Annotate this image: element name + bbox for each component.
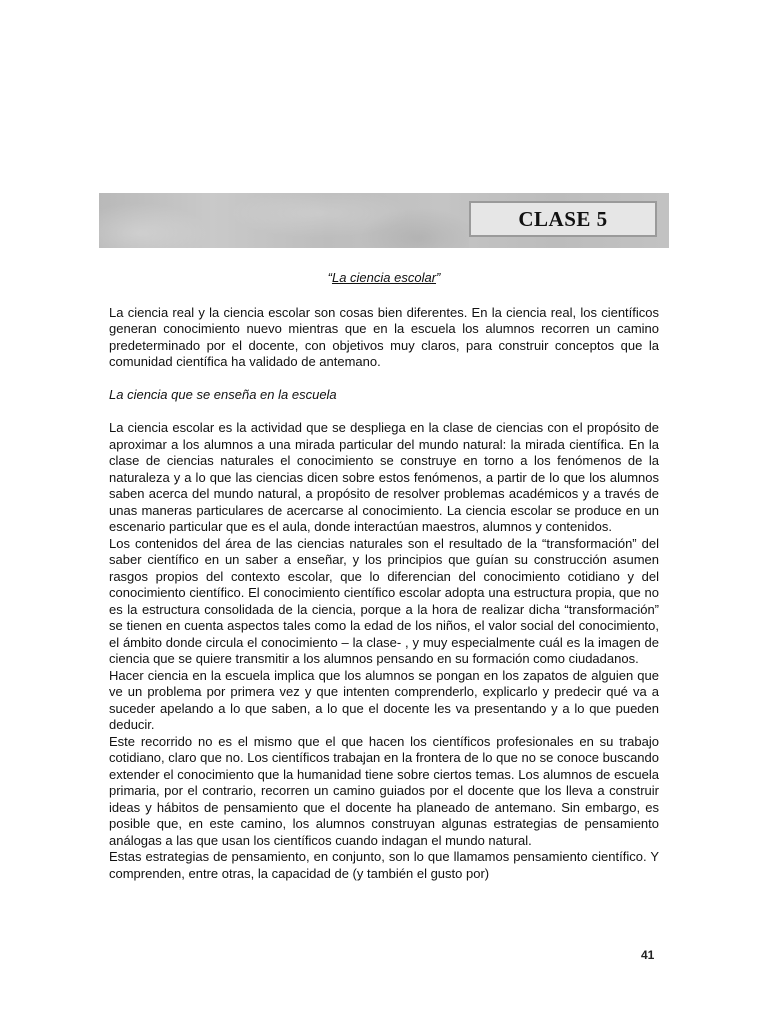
paragraph-4: Este recorrido no es el mismo que el que hacen los científicos profesionales en su trabajo cotidiano, claro que no. Los científicos trabajan en la frontera de lo que no se conoce buscando extender el conocimiento que la humanidad tiene sobre ciertos temas. Los alumnos de escuela primaria, por el contrario, recorren un camino guiados por el docente que los lleva a construir ideas y hábitos de pensamiento que el docente ha planeado de antemano. Sin embargo, es posible que, en este camino, los alumnos construyan algunas estrategias de pensamiento análogas a las que usan los científicos cuando indagan el mundo natural. [109,733,659,848]
chapter-banner [99,193,669,248]
section-title: “La ciencia escolar” [327,270,441,285]
document-body [109,270,659,882]
subheading: La ciencia que se enseña en la escuela [109,386,337,402]
paragraph-2: Los contenidos del área de las ciencias naturales son el resultado de la “transformación” del saber científico en un saber a enseñar, y los principios que guían su construcción asumen rasgos propios del contexto escolar, que lo diferencian del conocimiento cotidiano y del conocimiento científico. El conocimiento científico escolar adopta una estructura propia, que no es la estructura consolidada de la ciencia, porque a la hora de realizar dicha “transformación” se tienen en cuenta aspectos tales como la edad de los niños, el valor social del conocimiento, el ámbito donde circula el conocimiento – la clase- , y muy especialmente cuál es la imagen de ciencia que se quiere transmitir a los alumnos pensando en su formación como ciudadanos. [109,535,659,666]
chapter-label-box [469,201,657,237]
section-title-text: La ciencia escolar [331,270,437,285]
intro-paragraph: La ciencia real y la ciencia escolar son cosas bien diferentes. En la ciencia real, los científicos generan conocimiento nuevo mientras que en la escuela los alumnos recorren un camino predeterminado por el docente, con objetivos muy claros, para construir conceptos que la comunidad científica ha validado de antemano. [109,304,659,369]
chapter-label: CLASE 5 [518,206,608,231]
paragraph-3: Hacer ciencia en la escuela implica que los alumnos se pongan en los zapatos de alguien que ve un problema por primera vez y que intenten comprenderlo, explicarlo y predecir qué va a suceder apelando a lo que saben, a lo que el docente les va presentando y a lo que pueden deducir. [109,667,659,732]
paragraph-5: Estas estrategias de pensamiento, en conjunto, son lo que llamamos pensamiento científico. Y comprenden, entre otras, la capacidad de (y también el gusto por) [109,849,659,881]
paragraph-1: La ciencia escolar es la actividad que se despliega en la clase de ciencias con el propósito de aproximar a los alumnos a una mirada particular del mundo natural: la mirada científica. En la clase de ciencias naturales el conocimiento se construye en torno a los fenómenos de la naturaleza y a lo que las ciencias dicen sobre estos fenómenos, a partir de lo que los alumnos saben acerca del mundo natural, a propósito de resolver problemas académicos y a través de unas maneras particulares de acercarse al conocimiento. La ciencia escolar se produce en un escenario particular que es el aula, donde interactúan maestros, alumnos y contenidos. [109,420,659,534]
page-number: 41 [641,948,655,962]
banner-decorative-image [99,193,469,248]
